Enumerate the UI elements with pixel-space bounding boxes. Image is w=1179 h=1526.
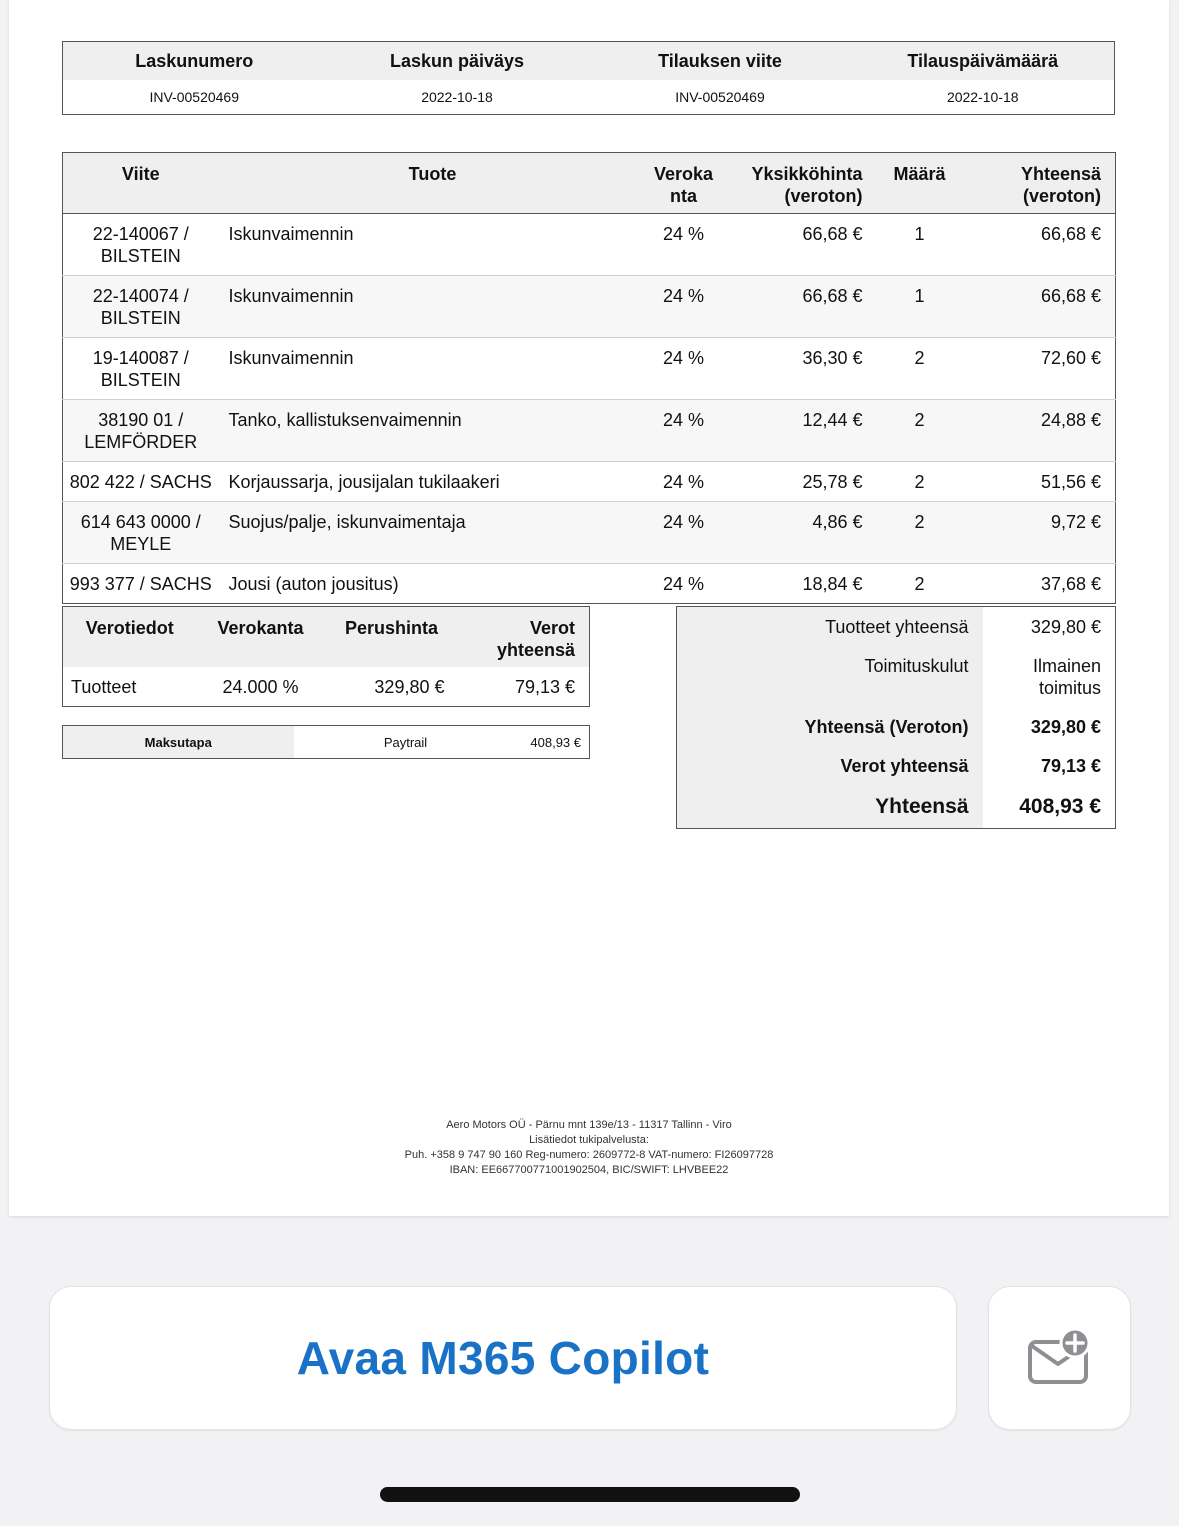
row-ref: 19-140087 / BILSTEIN [63,338,219,400]
invoice-document [9,0,1169,1216]
tax-base-value: 329,80 € [374,677,445,697]
row-quantity: 2 [875,462,965,502]
tax-info-value: Tuotteet [71,677,137,697]
row-total: 72,60 € [965,338,1116,400]
tax-col-taxes: Verot yhteensä [459,607,590,668]
row-unit-price: 66,68 € [725,214,875,276]
payment-label: Maksutapa [63,726,294,759]
open-copilot-button[interactable] [49,1286,957,1430]
row-quantity: 2 [875,502,965,564]
company-footer [9,1118,1169,1178]
open-copilot-label: Avaa M365 Copilot [296,1332,710,1384]
row-tax: 24 % [643,400,725,462]
header-col-order-date: Tilauspäivämäärä [852,42,1115,81]
row-product: Iskunvaimennin [219,276,643,338]
tax-rate-value: 24.000 % [222,677,299,697]
row-quantity: 2 [914,574,925,594]
footer-support: Lisätiedot tukipalvelusta: [529,1134,649,1146]
header-col-order-ref: Tilauksen viite [589,42,852,81]
row-product: Iskunvaimennin [219,214,643,276]
products-total-value: 329,80 € [1030,617,1101,637]
taxes-total-value: 79,13 € [1040,756,1101,776]
products-total-label: Tuotteet yhteensä [677,607,983,647]
row-total: 24,88 € [965,400,1116,462]
row-total: 37,68 € [1040,574,1101,594]
table-row [63,502,1116,564]
tax-info-table [62,606,590,707]
order-ref-value: INV-00520469 [675,89,765,105]
row-tax: 24 % [643,276,725,338]
row-unit-price: 66,68 € [725,276,875,338]
payment-amount: 408,93 € [530,734,581,750]
header-col-invoice-date: Laskun päiväys [326,42,589,81]
footer-address: Aero Motors OÜ - Pärnu mnt 139e/13 - 11317 Tallinn - Viro [446,1119,732,1131]
taxes-total-label: Verot yhteensä [677,746,983,785]
row-quantity: 1 [875,214,965,276]
net-total-value: 329,80 € [1030,717,1101,737]
invoice-date-value: 2022-10-18 [421,89,493,105]
col-header-ref: Viite [63,153,219,214]
tax-col-rate: Verokanta [197,607,325,668]
row-unit-price: 25,78 € [725,462,875,502]
row-tax: 24 % [643,502,725,564]
footer-bank: IBAN: EE667700771001902504, BIC/SWIFT: LHVBEE22 [449,1164,729,1176]
row-quantity: 2 [875,400,965,462]
table-row [63,214,1116,276]
row-unit-price: 12,44 € [725,400,875,462]
order-date-value: 2022-10-18 [946,89,1019,105]
row-ref: 38190 01 / LEMFÖRDER [63,400,219,462]
row-quantity: 1 [875,276,965,338]
row-product: Jousi (auton jousitus) [228,574,399,594]
mail-add-icon [1027,1328,1093,1388]
shipping-value: Ilmainen toimitus [1032,656,1101,698]
row-total: 66,68 € [965,214,1116,276]
row-unit-price: 4,86 € [725,502,875,564]
table-row [63,564,1116,604]
table-row [63,462,1116,502]
row-ref: 22-140074 / BILSTEIN [63,276,219,338]
table-row [63,338,1116,400]
grand-total-value: 408,93 € [1019,795,1101,818]
net-total-label: Yhteensä (Veroton) [677,707,983,746]
tax-col-base: Perushinta [325,607,459,668]
row-quantity: 2 [875,338,965,400]
row-product: Iskunvaimennin [219,338,643,400]
tax-col-info: Verotiedot [63,607,197,668]
row-product: Korjaussarja, jousijalan tukilaakeri [219,462,643,502]
row-total: 51,56 € [965,462,1116,502]
grand-total-label: Yhteensä [677,785,983,829]
row-ref: 22-140067 / BILSTEIN [63,214,219,276]
row-unit-price: 36,30 € [725,338,875,400]
col-header-product: Tuote [219,153,643,214]
col-header-quantity: Määrä [875,153,965,214]
payment-method: Paytrail [383,734,428,750]
items-table [62,152,1116,604]
row-tax: 24 % [643,338,725,400]
row-ref: 993 377 / SACHS [69,574,212,594]
col-header-total: Yhteensä (veroton) [965,153,1116,214]
row-ref: 614 643 0000 / MEYLE [63,502,219,564]
row-tax: 24 % [643,462,725,502]
tax-total-value: 79,13 € [514,677,575,697]
invoice-number-value: INV-00520469 [149,89,240,105]
row-product: Tanko, kallistuksenvaimennin [219,400,643,462]
row-total: 9,72 € [965,502,1116,564]
payment-table [62,725,590,759]
table-row [63,400,1116,462]
row-tax: 24 % [662,574,705,594]
row-product: Suojus/palje, iskunvaimentaja [219,502,643,564]
totals-table [676,606,1116,829]
row-total: 66,68 € [965,276,1116,338]
footer-contact: Puh. +358 9 747 90 160 Reg-numero: 2609772-8 VAT-numero: FI26097728 [404,1149,774,1161]
row-unit-price: 18,84 € [802,574,863,594]
row-ref: 802 422 / SACHS [63,462,219,502]
invoice-header-table [62,41,1115,115]
col-header-tax-rate: Veroka nta [643,153,725,214]
shipping-label: Toimituskulut [677,646,983,707]
row-tax: 24 % [643,214,725,276]
table-row [63,276,1116,338]
home-indicator[interactable] [380,1487,800,1502]
header-col-invoice-number: Laskunumero [63,42,326,81]
col-header-unit-price: Yksikköhinta (veroton) [725,153,875,214]
mail-add-button[interactable] [988,1286,1131,1430]
